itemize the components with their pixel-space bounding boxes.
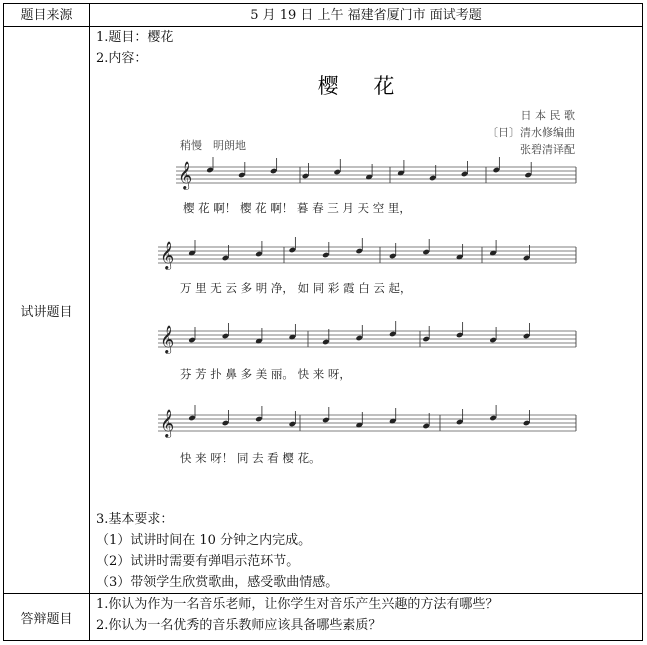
treble-clef-icon: 𝄞: [160, 325, 175, 353]
req-title: 3.基本要求：: [96, 512, 174, 527]
song-translator: 张碧清译配: [520, 143, 575, 156]
lecture-topic: 1.题目：樱花: [96, 30, 174, 45]
lecture-content: [90, 27, 643, 594]
song-origin: 日 本 民 歌: [520, 109, 575, 122]
req-3: （3）带领学生欣赏歌曲，感受歌曲情感。: [96, 575, 339, 590]
exam-table: [3, 3, 643, 641]
treble-clef-icon: 𝄞: [160, 409, 175, 437]
req-2: （2）试讲时需要有弹唱示范环节。: [96, 554, 300, 569]
lecture-label: 试讲题目: [4, 27, 90, 594]
song-arranger: 〔日〕清水修编曲: [487, 126, 575, 139]
defense-row: [4, 594, 643, 641]
header-row: [4, 4, 643, 27]
lyric-line-1: 樱 花 啊！ 樱 花 啊！ 暮 春 三 月 天 空 里，: [183, 201, 411, 215]
content-label: 2.内容：: [96, 51, 148, 66]
sheet-music: [90, 69, 641, 519]
req-1: （1）试讲时间在 10 分钟之内完成。: [96, 533, 312, 548]
defense-label: 答辩题目: [4, 594, 90, 641]
lyric-line-2: 万 里 无 云 多 明 净， 如 同 彩 霞 白 云 起，: [180, 281, 412, 295]
lyric-line-4: 快 来 呀！ 同 去 看 樱 花。: [180, 451, 321, 465]
lecture-row: [4, 27, 643, 594]
source-label: 题目来源: [4, 4, 90, 27]
song-title: 樱 花: [317, 74, 409, 98]
defense-content: [90, 594, 643, 641]
treble-clef-icon: 𝄞: [160, 241, 175, 269]
source-value: 5 月 19 日 上午 福建省厦门市 面试考题: [90, 4, 643, 27]
defense-q2: 2.你认为一名优秀的音乐教师应该具备哪些素质？: [96, 618, 382, 633]
song-tempo: 稍慢 明朗地: [180, 139, 246, 152]
treble-clef-icon: 𝄞: [178, 161, 193, 189]
lyric-line-3: 芬 芳 扑 鼻 多 美 丽。 快 来 呀，: [180, 367, 351, 381]
defense-q1: 1.你认为作为一名音乐老师，让你学生对音乐产生兴趣的方法有哪些？: [96, 597, 499, 612]
